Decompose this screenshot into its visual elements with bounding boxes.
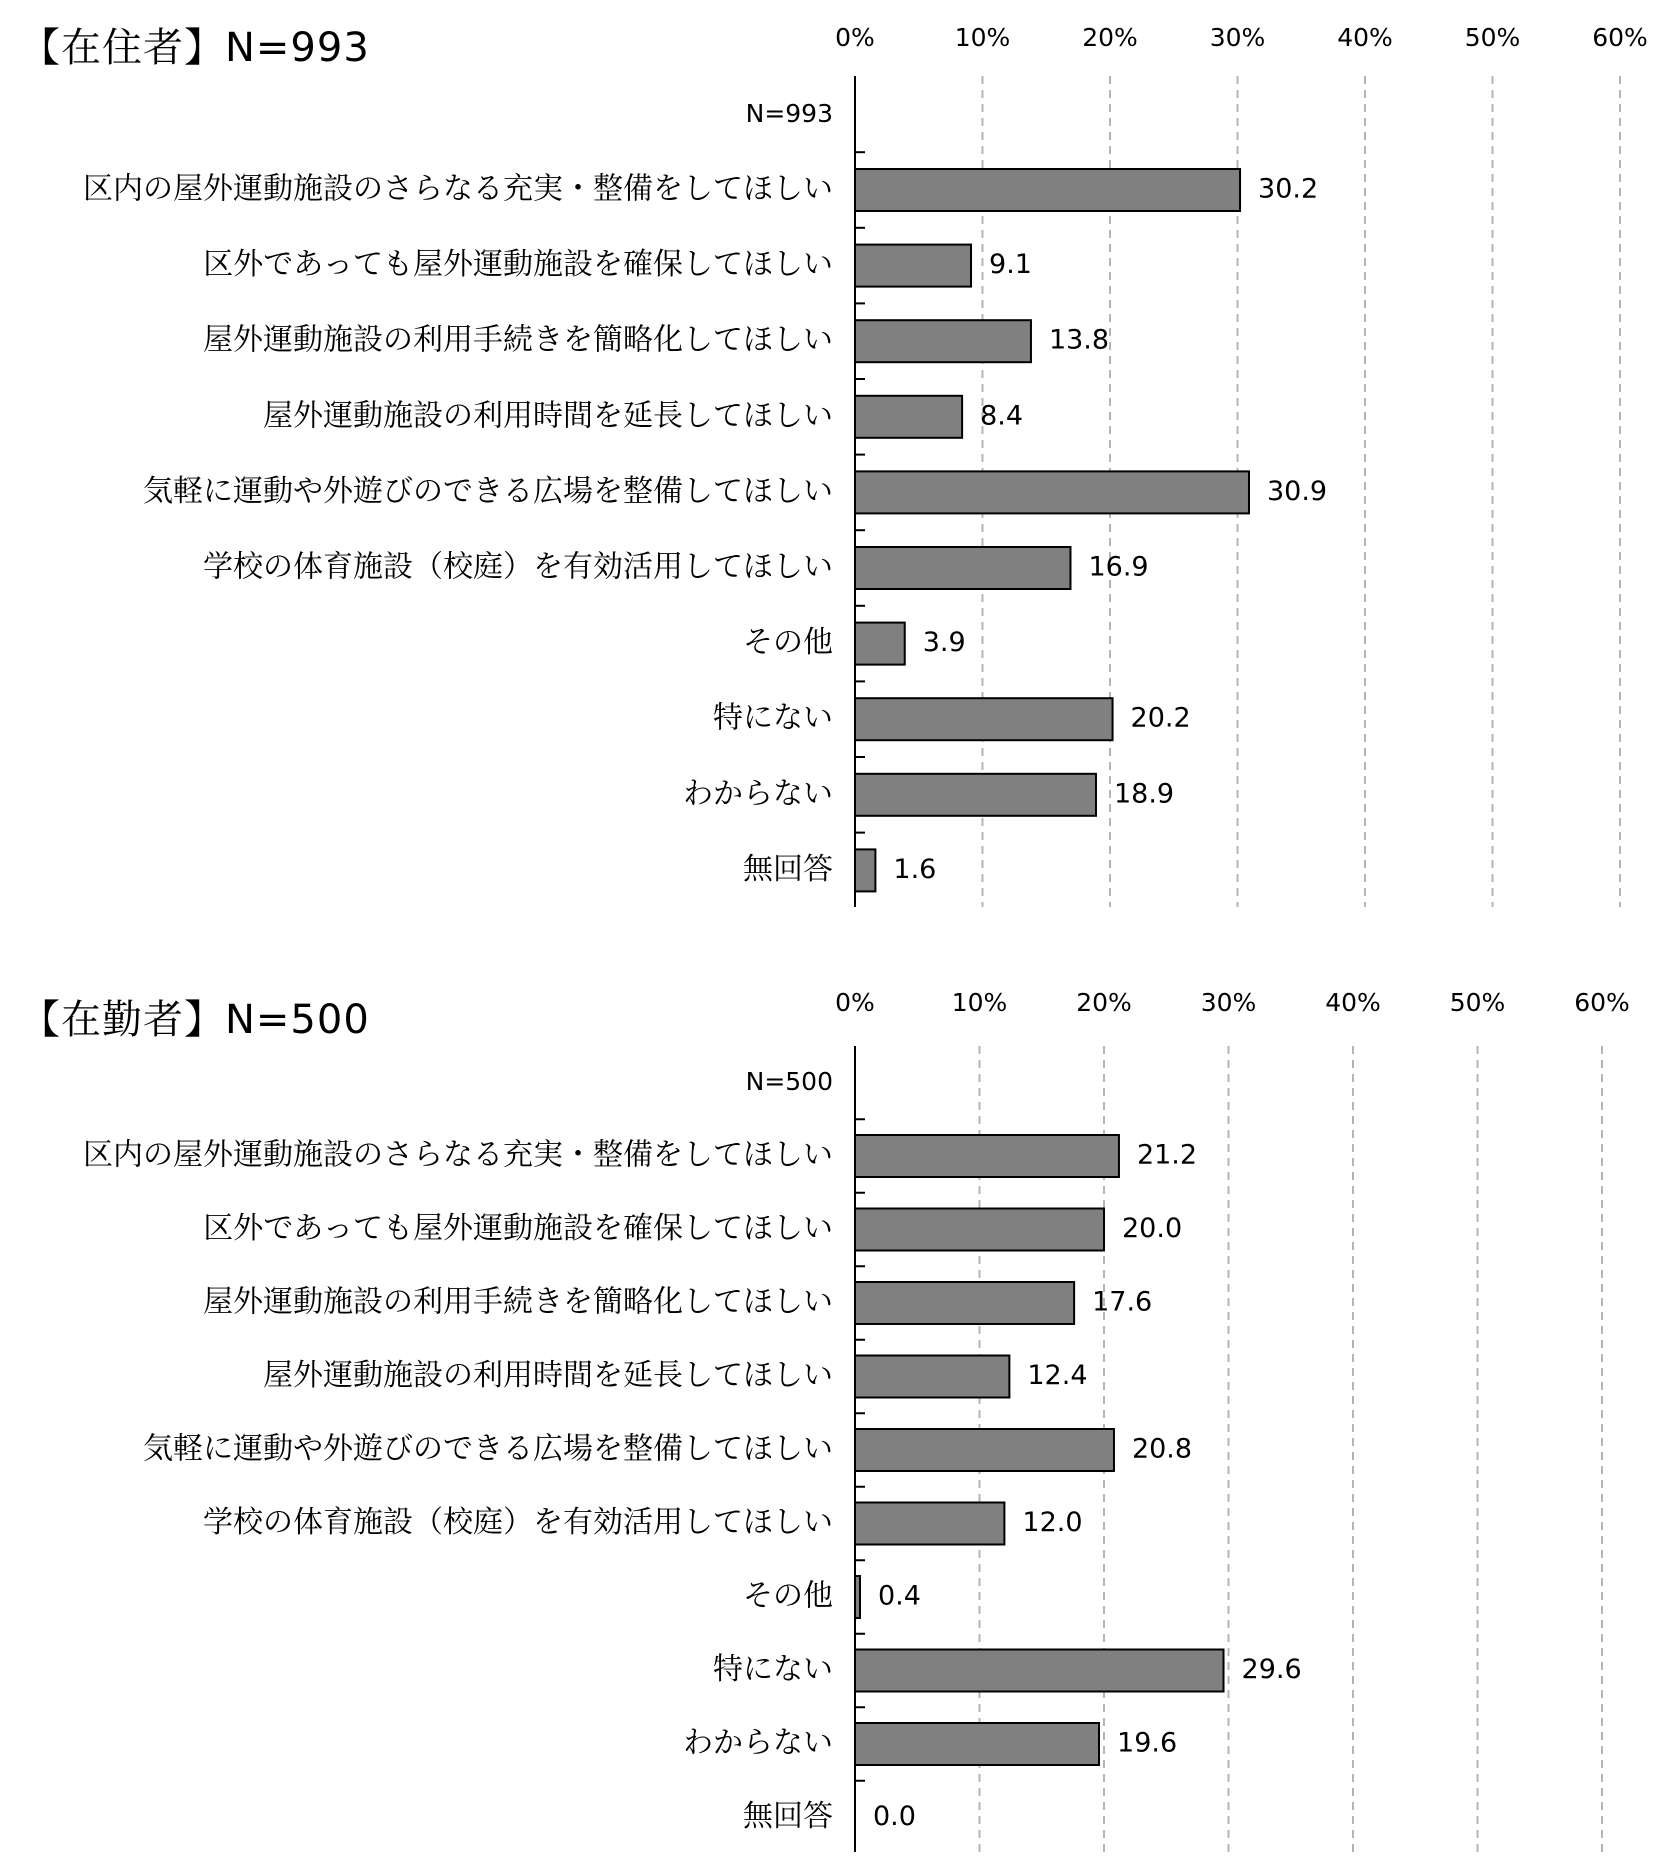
x-tick-label: 40% [1337,23,1393,52]
x-tick-label: 20% [1082,23,1138,52]
bar [855,1209,1104,1251]
bar [855,623,905,665]
data-label: 0.4 [877,1580,921,1612]
data-label: 30.2 [1258,173,1319,205]
category-label: 区内の屋外運動施設のさらなる充実・整備をしてほしい [83,171,833,207]
n-label: N=500 [745,1067,833,1096]
category-label: 区外であっても屋外運動施設を確保してほしい [203,1211,833,1246]
data-label: 12.4 [1027,1360,1088,1391]
data-label: 1.6 [893,853,937,885]
category-label: 屋外運動施設の利用時間を延長してほしい [263,1358,833,1393]
x-tick-label: 0% [835,988,875,1017]
data-label: 0.0 [873,1801,916,1832]
bar [855,1356,1009,1398]
x-tick-label: 30% [1200,988,1257,1017]
category-label: 区内の屋外運動施設のさらなる充実・整備をしてほしい [83,1137,833,1173]
data-label: 9.1 [989,249,1032,281]
category-label: 特にない [713,700,833,736]
data-label: 20.8 [1131,1433,1193,1465]
data-label: 18.9 [1113,778,1175,810]
data-label: 3.9 [922,627,966,659]
data-label: 29.6 [1241,1654,1302,1685]
category-label: 屋外運動施設の利用手続きを簡略化してほしい [203,322,833,358]
x-tick-label: 60% [1592,23,1648,52]
bar [855,698,1113,740]
chart-title: 【在住者】N=993 [20,25,370,71]
x-tick-label: 50% [1464,23,1521,52]
chart-panel-residents [0,0,1670,930]
bar [855,849,875,891]
data-label: 8.4 [980,400,1024,432]
x-tick-label: 10% [951,988,1008,1017]
category-label: わからない [683,776,833,812]
data-label: 20.2 [1130,702,1191,734]
data-label: 19.6 [1117,1727,1178,1759]
chart-title: 【在勤者】N=500 [20,997,370,1043]
category-label: その他 [743,1578,833,1614]
data-label: 20.0 [1122,1213,1183,1244]
data-label: 30.9 [1266,475,1328,507]
bar-chart-workers [0,970,1670,1876]
x-tick-label: 20% [1076,988,1132,1017]
category-label: 屋外運動施設の利用時間を延長してほしい [263,398,833,434]
category-label: 学校の体育施設（校庭）を有効活用してほしい [203,549,833,585]
x-tick-label: 0% [835,23,875,52]
x-tick-label: 60% [1574,988,1630,1017]
x-tick-label: 40% [1325,988,1381,1017]
bar-chart-residents [0,0,1670,930]
bar [855,1576,860,1618]
bar [855,774,1096,816]
category-label: 気軽に運動や外遊びのできる広場を整備してほしい [143,473,833,509]
x-tick-label: 10% [954,23,1011,52]
bar [855,1723,1099,1765]
category-label: わからない [683,1725,833,1761]
data-label: 17.6 [1092,1286,1153,1318]
category-label: 無回答 [743,1799,833,1834]
category-label: 学校の体育施設（校庭）を有効活用してほしい [203,1505,833,1540]
data-label: 12.0 [1022,1507,1083,1538]
bar [855,1503,1004,1545]
bar [855,1650,1224,1692]
data-label: 13.8 [1048,324,1110,356]
bar [855,245,971,287]
data-label: 16.9 [1088,551,1149,583]
bar [855,471,1249,513]
category-label: 無回答 [743,851,833,887]
bar [855,396,962,438]
x-tick-label: 50% [1449,988,1506,1017]
bar [855,1135,1119,1177]
bar [855,547,1070,589]
category-label: 気軽に運動や外遊びのできる広場を整備してほしい [143,1431,833,1467]
category-label: 特にない [713,1652,833,1687]
bar [855,1429,1114,1471]
category-label: 屋外運動施設の利用手続きを簡略化してほしい [203,1284,833,1320]
data-label: 21.2 [1136,1139,1198,1171]
category-label: その他 [743,625,833,661]
n-label: N=993 [745,99,833,128]
category-label: 区外であっても屋外運動施設を確保してほしい [203,247,833,283]
chart-panel-workers [0,970,1670,1876]
bar [855,169,1240,211]
x-tick-label: 30% [1209,23,1266,52]
bar [855,1282,1074,1324]
bar [855,320,1031,362]
